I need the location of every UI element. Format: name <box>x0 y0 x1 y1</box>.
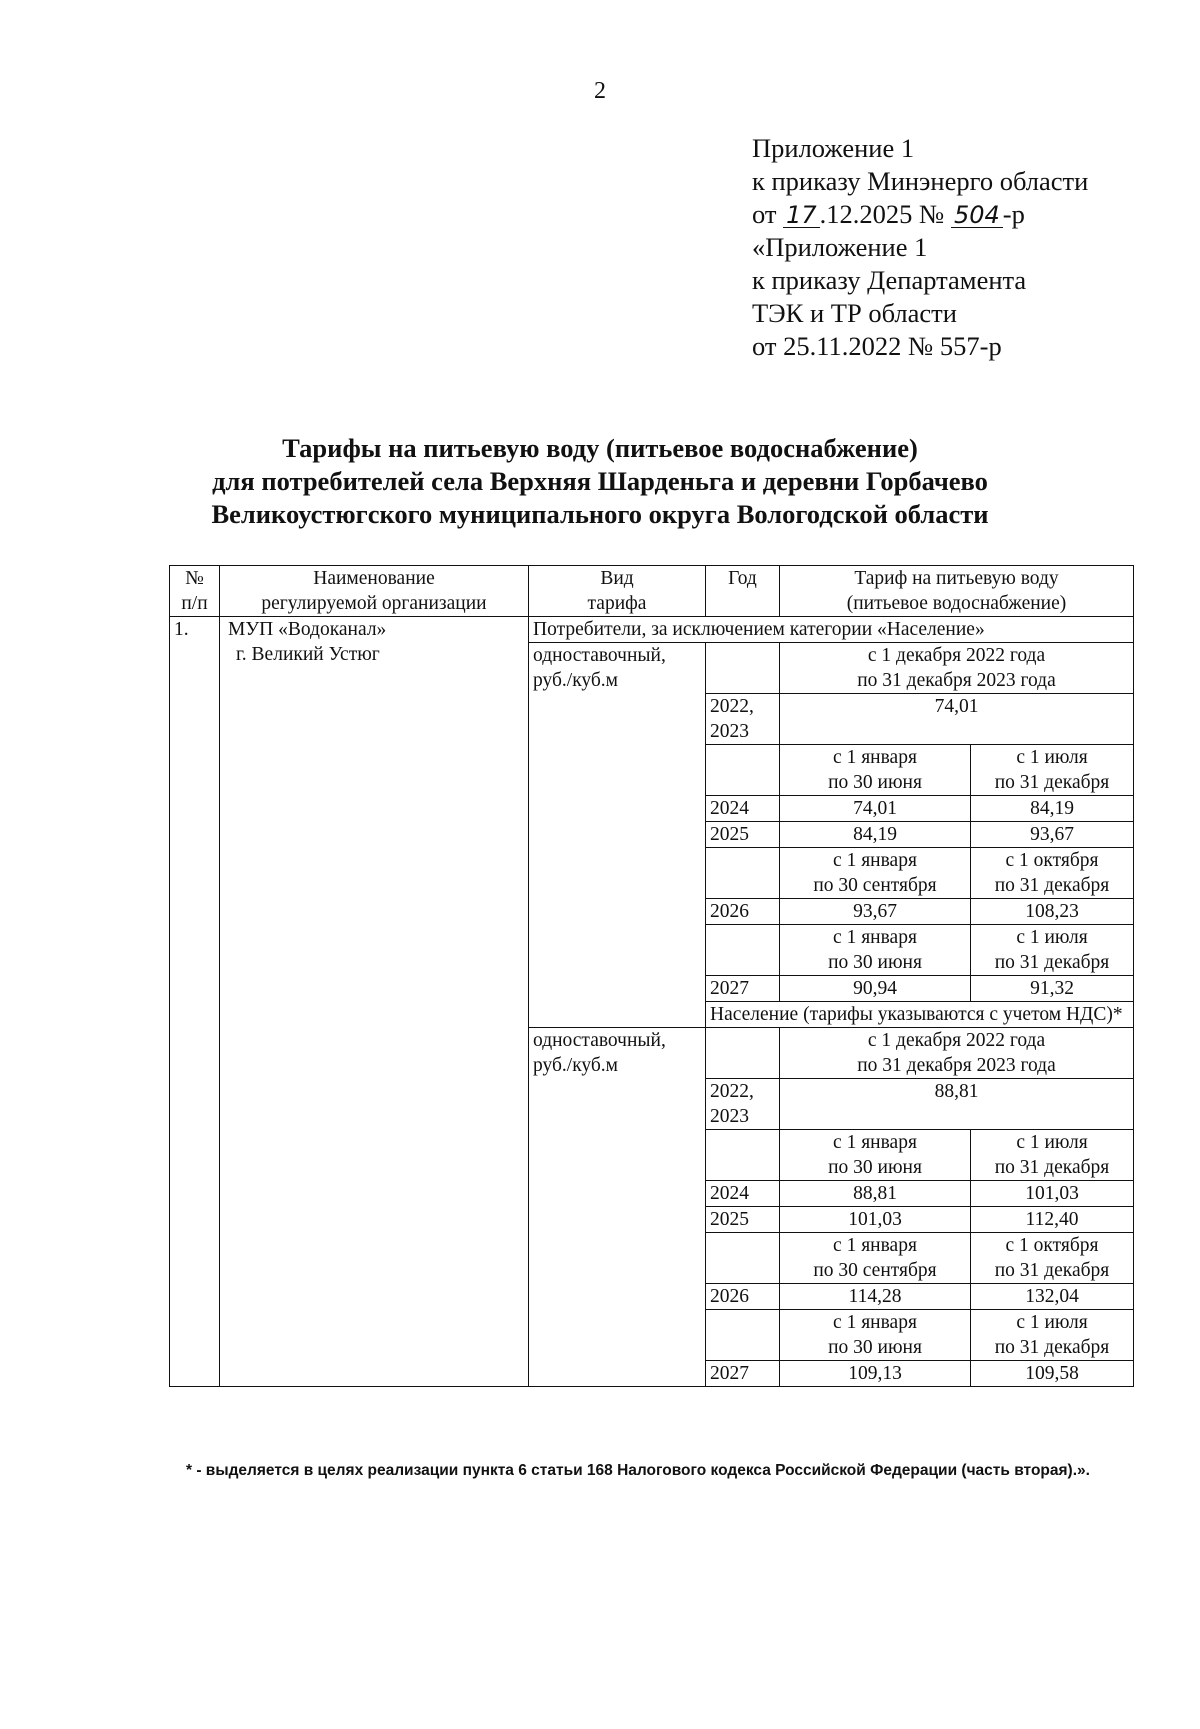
appendix-line-3-prefix: от <box>752 199 784 229</box>
organization-name: МУП «Водоканал» г. Великий Устюг <box>220 617 529 1387</box>
tariff-value: 90,94 <box>780 976 971 1002</box>
period-heading: с 1 января по 30 июня <box>780 1130 971 1181</box>
appendix-line-1: Приложение 1 <box>752 133 915 163</box>
section-title: Население (тарифы указываются с учетом НДС)* <box>706 1002 1134 1028</box>
title-line-1: Тарифы на питьевую воду (питьевое водоснабжение) <box>282 433 918 463</box>
appendix-line-3-mid: .12.2025 № <box>819 199 951 229</box>
period-heading: с 1 июля по 31 декабря <box>971 1130 1134 1181</box>
year-cell <box>706 1028 780 1079</box>
title-line-3: Великоустюгского муниципального округа Вологодской области <box>211 499 989 529</box>
tariff-value: 74,01 <box>780 796 971 822</box>
tariff-value: 84,19 <box>780 822 971 848</box>
appendix-line-3 <box>752 198 1172 231</box>
header-tariff: Тариф на питьевую воду (питьевое водоснабжение) <box>780 566 1134 617</box>
year-cell: 2027 <box>706 1361 780 1387</box>
period-heading: с 1 июля по 31 декабря <box>971 1310 1134 1361</box>
title-line-2: для потребителей села Верхняя Шарденьга и деревни Горбачево <box>212 466 988 496</box>
tariff-value: 109,58 <box>971 1361 1134 1387</box>
tariff-value: 132,04 <box>971 1284 1134 1310</box>
handwritten-day: 17 <box>783 203 820 228</box>
appendix-line-6: ТЭК и ТР области <box>752 298 957 328</box>
tariff-table <box>169 565 1134 1387</box>
year-cell: 2025 <box>706 1207 780 1233</box>
tariff-value: 101,03 <box>971 1181 1134 1207</box>
year-cell <box>706 1233 780 1284</box>
year-cell: 2022, 2023 <box>706 694 780 745</box>
period-heading: с 1 июля по 31 декабря <box>971 925 1134 976</box>
period-heading: с 1 января по 30 сентября <box>780 1233 971 1284</box>
period-heading: с 1 декабря 2022 года по 31 декабря 2023 года <box>780 1028 1134 1079</box>
tariff-type: одноставочный, руб./куб.м <box>529 1028 706 1387</box>
year-cell: 2026 <box>706 1284 780 1310</box>
table-row <box>170 617 1134 643</box>
page-number: 2 <box>594 78 606 104</box>
row-number: 1. <box>170 617 220 1387</box>
year-cell: 2024 <box>706 1181 780 1207</box>
header-organization: Наименование регулируемой организации <box>220 566 529 617</box>
appendix-line-5: к приказу Департамента <box>752 265 1027 295</box>
period-heading: с 1 июля по 31 декабря <box>971 745 1134 796</box>
year-cell <box>706 745 780 796</box>
tariff-value: 108,23 <box>971 899 1134 925</box>
tariff-value: 88,81 <box>780 1181 971 1207</box>
tariff-value: 112,40 <box>971 1207 1134 1233</box>
table-header-row <box>170 566 1134 617</box>
tariff-value: 101,03 <box>780 1207 971 1233</box>
period-heading: с 1 октября по 31 декабря <box>971 848 1134 899</box>
period-heading: с 1 января по 30 сентября <box>780 848 971 899</box>
footnote: * - выделяется в целях реализации пункта 6 статьи 168 Налогового кодекса Российской Федерации (часть вторая).». <box>186 1462 1090 1479</box>
year-cell <box>706 848 780 899</box>
appendix-block <box>752 132 1172 363</box>
appendix-line-2: к приказу Минэнерго области <box>752 166 1089 196</box>
header-year: Год <box>706 566 780 617</box>
period-heading: с 1 октября по 31 декабря <box>971 1233 1134 1284</box>
appendix-line-4: «Приложение 1 <box>752 232 928 262</box>
year-cell <box>706 643 780 694</box>
handwritten-order-number: 504 <box>951 203 1003 228</box>
tariff-value: 93,67 <box>971 822 1134 848</box>
tariff-value: 109,13 <box>780 1361 971 1387</box>
year-cell: 2022, 2023 <box>706 1079 780 1130</box>
period-heading: с 1 января по 30 июня <box>780 925 971 976</box>
tariff-value: 84,19 <box>971 796 1134 822</box>
tariff-value: 93,67 <box>780 899 971 925</box>
period-heading: с 1 января по 30 июня <box>780 745 971 796</box>
year-cell <box>706 1130 780 1181</box>
tariff-type: одноставочный, руб./куб.м <box>529 643 706 1028</box>
tariff-value: 88,81 <box>780 1079 1134 1130</box>
tariff-value: 114,28 <box>780 1284 971 1310</box>
appendix-line-3-suffix: -р <box>1002 199 1025 229</box>
year-cell: 2025 <box>706 822 780 848</box>
year-cell <box>706 925 780 976</box>
appendix-line-7: от 25.11.2022 № 557-р <box>752 331 1002 361</box>
header-number: № п/п <box>170 566 220 617</box>
year-cell: 2024 <box>706 796 780 822</box>
year-cell: 2026 <box>706 899 780 925</box>
tariff-value: 74,01 <box>780 694 1134 745</box>
period-heading: с 1 января по 30 июня <box>780 1310 971 1361</box>
year-cell: 2027 <box>706 976 780 1002</box>
year-cell <box>706 1310 780 1361</box>
header-tariff-type: Вид тарифа <box>529 566 706 617</box>
document-title <box>0 432 1200 531</box>
section-title: Потребители, за исключением категории «Население» <box>529 617 1134 643</box>
tariff-value: 91,32 <box>971 976 1134 1002</box>
period-heading: с 1 декабря 2022 года по 31 декабря 2023 года <box>780 643 1134 694</box>
